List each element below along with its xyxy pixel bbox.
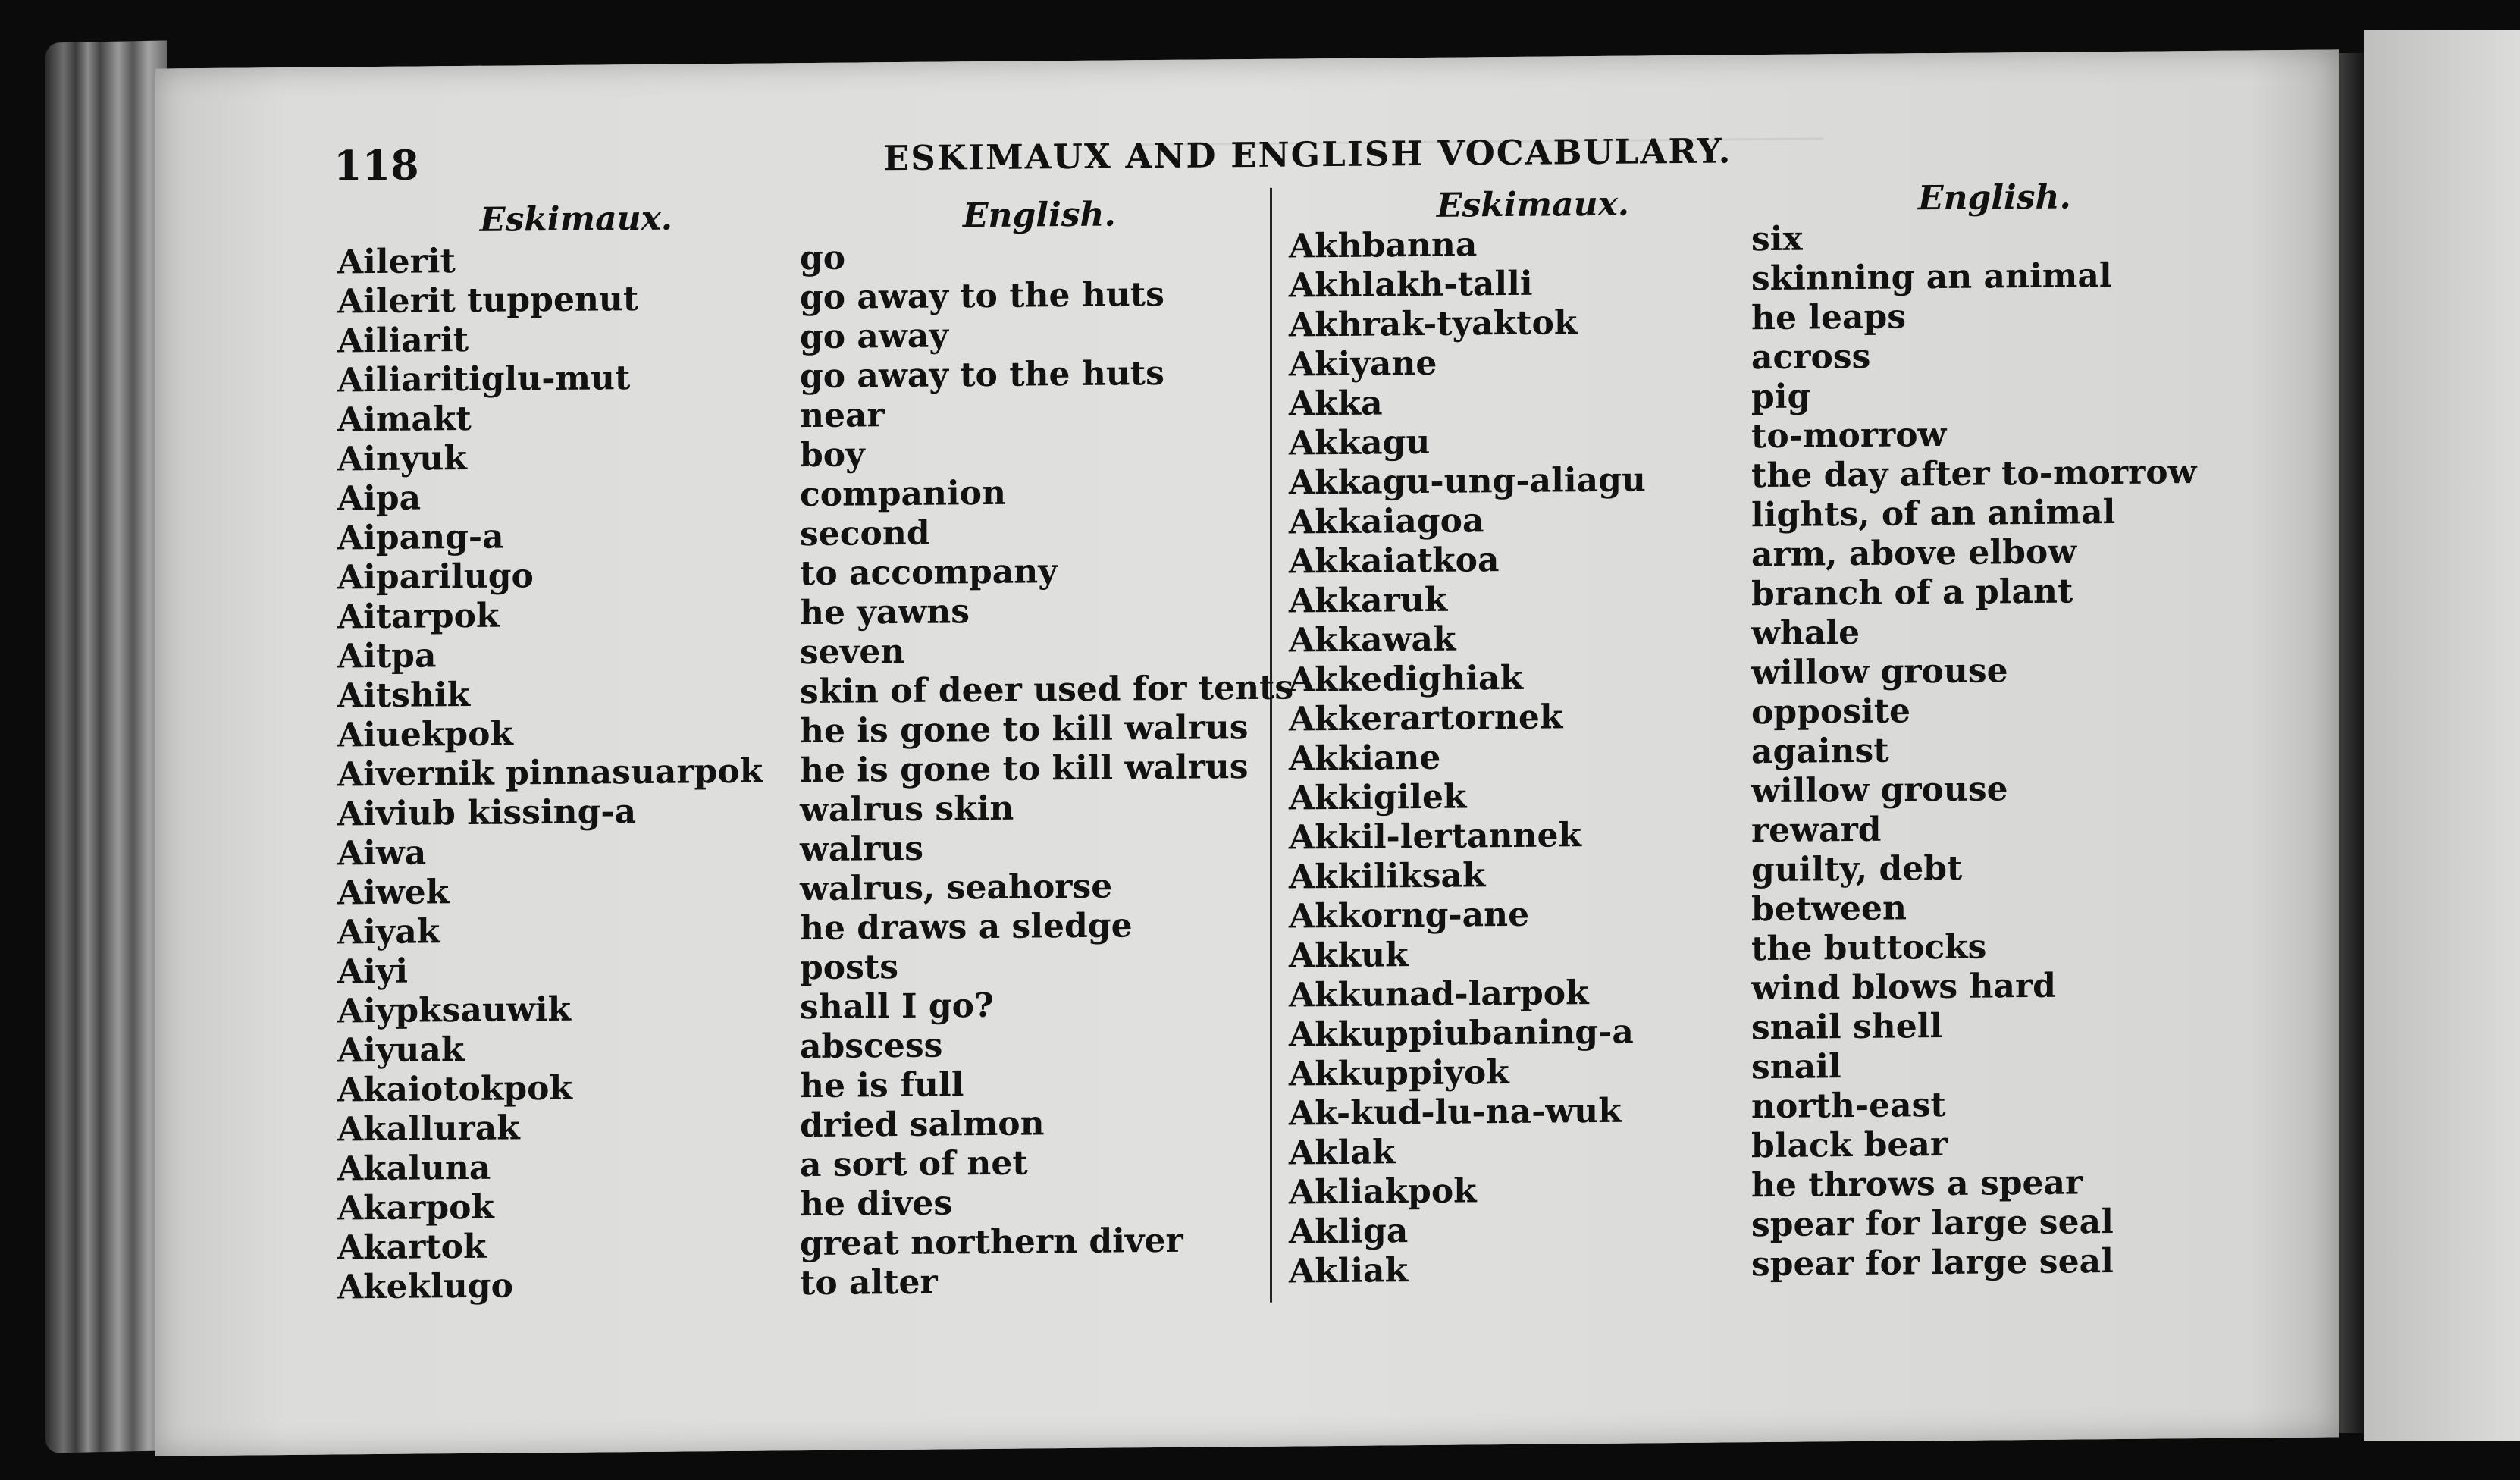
left-eskimaux-entry: Aivernik pinnasuarpok <box>337 751 763 795</box>
page-edges <box>45 40 167 1453</box>
right-eskimaux-entry: Akkuppiyok <box>1289 1052 1509 1094</box>
right-english-entry: snail shell <box>1751 1006 1943 1048</box>
right-english-entry: to-morrow <box>1751 415 1947 456</box>
right-eskimaux-entry: Aklak <box>1289 1133 1396 1173</box>
left-english-entry: a sort of net <box>800 1143 1028 1185</box>
left-eskimaux-entry: Akaiotokpok <box>337 1068 572 1110</box>
right-eskimaux-entry: Akka <box>1289 384 1383 424</box>
right-english-entry: willow grouse <box>1751 770 2008 811</box>
right-english-entry: north-east <box>1751 1085 1946 1127</box>
right-english-entry: whale <box>1751 613 1860 654</box>
page-number: 118 <box>334 140 419 190</box>
left-eskimaux-entry: Aiviub kissing-a <box>337 792 637 834</box>
right-english-entry: the buttocks <box>1751 927 1987 969</box>
left-eskimaux-entry: Aiparilugo <box>337 557 534 597</box>
right-english-entry: against <box>1751 731 1889 772</box>
left-eskimaux-entry: Aiyak <box>337 912 440 952</box>
left-english-entry: go away to the huts <box>800 353 1164 397</box>
left-eskimaux-entry: Akartok <box>337 1227 487 1268</box>
left-eskimaux-entry: Aitarpok <box>337 596 500 637</box>
left-english-entry: he is full <box>800 1065 964 1106</box>
right-eskimaux-entry: Akkawak <box>1289 619 1456 660</box>
right-eskimaux-entry: Akkagu <box>1289 422 1431 463</box>
left-english-entry: skin of deer used for tents <box>800 668 1294 712</box>
right-english-entry: arm, above elbow <box>1751 532 2077 575</box>
right-english-entry: he leaps <box>1751 297 1907 338</box>
left-english-entry: to alter <box>800 1262 938 1303</box>
right-eskimaux-entry: Akkigilek <box>1289 777 1467 818</box>
right-english-entry: pig <box>1751 377 1811 417</box>
right-eskimaux-entry: Akkuk <box>1289 936 1409 976</box>
right-english-column <box>1751 216 2196 1284</box>
left-english-header: English. <box>963 195 1116 236</box>
left-eskimaux-entry: Aiwa <box>337 833 427 873</box>
right-eskimaux-entry: Akkaiatkoa <box>1289 541 1500 582</box>
right-english-entry: willow grouse <box>1751 651 2008 693</box>
right-eskimaux-entry: Akhbanna <box>1289 225 1478 266</box>
left-english-entry: go away to the huts <box>800 274 1164 318</box>
right-english-entry: spear for large seal <box>1751 1242 2114 1284</box>
left-english-entry: walrus skin <box>800 789 1014 830</box>
left-english-entry: to accompany <box>800 552 1058 594</box>
vocabulary-page <box>155 49 2339 1456</box>
left-english-entry: boy <box>800 435 865 475</box>
left-eskimaux-entry: Akeklugo <box>337 1266 513 1307</box>
left-eskimaux-column <box>337 240 763 1308</box>
left-eskimaux-entry: Aimakt <box>337 399 472 440</box>
left-eskimaux-entry: Ailiaritiglu-mut <box>337 359 631 400</box>
right-english-entry: black bear <box>1751 1124 1948 1166</box>
left-english-entry: second <box>800 513 930 554</box>
right-eskimaux-entry: Akkorng-ane <box>1289 895 1530 936</box>
left-english-entry: go away <box>800 316 948 357</box>
left-english-entry: he is gone to kill walrus <box>800 747 1249 791</box>
running-title: ESKIMAUX AND ENGLISH VOCABULARY. <box>883 130 1732 179</box>
right-english-entry: spear for large seal <box>1751 1202 2114 1245</box>
left-english-entry: he dives <box>800 1184 953 1224</box>
left-eskimaux-entry: Akallurak <box>337 1108 520 1149</box>
right-english-entry: six <box>1751 219 1803 259</box>
left-english-entry: seven <box>800 632 905 673</box>
left-eskimaux-entry: Aitpa <box>337 636 437 676</box>
left-eskimaux-entry: Aiwek <box>337 873 450 913</box>
right-english-entry: branch of a plant <box>1751 572 2073 614</box>
right-eskimaux-entry: Akliak <box>1289 1251 1409 1291</box>
right-eskimaux-entry: Akiyane <box>1289 343 1437 384</box>
right-english-entry: between <box>1751 889 1907 930</box>
facing-page-edge <box>2364 30 2520 1441</box>
right-english-entry: the day after to-morrow <box>1751 453 2197 496</box>
left-english-entry: great northern diver <box>800 1221 1183 1264</box>
left-english-entry: dried salmon <box>800 1104 1045 1146</box>
left-eskimaux-entry: Akaluna <box>337 1148 491 1189</box>
left-eskimaux-entry: Aitshik <box>337 675 471 716</box>
right-eskimaux-entry: Akkerartornek <box>1289 698 1563 739</box>
right-english-entry: reward <box>1751 810 1882 851</box>
left-english-entry: posts <box>800 948 898 988</box>
left-eskimaux-entry: Ailerit tuppenut <box>337 280 639 321</box>
left-eskimaux-entry: Aiypksauwik <box>337 989 572 1031</box>
right-eskimaux-column <box>1289 224 1646 1291</box>
right-eskimaux-header: Eskimaux. <box>1437 184 1630 225</box>
left-eskimaux-entry: Akarpok <box>337 1187 494 1228</box>
right-eskimaux-entry: Akkedighiak <box>1289 658 1524 700</box>
right-eskimaux-entry: Akhrak-tyaktok <box>1289 303 1578 345</box>
right-english-header: English. <box>1918 177 2071 218</box>
left-english-column <box>800 234 1293 1303</box>
right-english-entry: wind blows hard <box>1751 966 2056 1008</box>
right-english-entry: opposite <box>1751 691 1911 732</box>
right-eskimaux-entry: Ak-kud-lu-na-wuk <box>1289 1091 1622 1134</box>
left-eskimaux-entry: Aipang-a <box>337 517 504 558</box>
right-english-entry: guilty, debt <box>1751 848 1963 890</box>
left-eskimaux-entry: Ailiarit <box>337 320 469 361</box>
left-eskimaux-entry: Aiyuak <box>337 1030 465 1071</box>
right-eskimaux-entry: Akkiane <box>1289 738 1441 779</box>
right-eskimaux-entry: Akliakpok <box>1289 1171 1477 1212</box>
left-eskimaux-entry: Ailerit <box>337 242 456 282</box>
left-english-entry: he draws a sledge <box>800 906 1133 949</box>
left-eskimaux-entry: Aiuekpok <box>337 714 513 755</box>
left-english-entry: go <box>800 238 846 278</box>
right-eskimaux-entry: Akkuppiubaning-a <box>1289 1012 1634 1055</box>
right-english-entry: lights, of an animal <box>1751 493 2116 535</box>
left-eskimaux-header: Eskimaux. <box>480 199 673 240</box>
left-english-entry: abscess <box>800 1026 943 1067</box>
left-english-entry: walrus, seahorse <box>800 867 1113 909</box>
right-english-entry: across <box>1751 337 1871 378</box>
right-eskimaux-entry: Akkaiagoa <box>1289 501 1484 542</box>
right-eskimaux-entry: Akhlakh-talli <box>1289 264 1533 306</box>
right-english-entry: he throws a spear <box>1751 1163 2083 1206</box>
left-eskimaux-entry: Ainyuk <box>337 438 467 479</box>
right-eskimaux-entry: Akkiliksak <box>1289 856 1486 897</box>
left-english-entry: near <box>800 396 885 436</box>
left-english-entry: walrus <box>800 829 924 870</box>
left-eskimaux-entry: Aiyi <box>337 952 409 992</box>
left-english-entry: he yawns <box>800 592 970 633</box>
right-english-entry: snail <box>1751 1047 1841 1087</box>
left-english-entry: companion <box>800 473 1007 515</box>
right-eskimaux-entry: Akkunad-larpok <box>1289 974 1589 1015</box>
right-eskimaux-entry: Akkaruk <box>1289 580 1448 621</box>
right-eskimaux-entry: Akkagu-ung-aliagu <box>1289 460 1646 503</box>
right-english-entry: skinning an animal <box>1751 256 2112 299</box>
left-english-entry: he is gone to kill walrus <box>800 707 1249 751</box>
right-eskimaux-entry: Akkil-lertannek <box>1289 816 1581 858</box>
left-english-entry: shall I go? <box>800 986 994 1027</box>
left-eskimaux-entry: Aipa <box>337 478 422 519</box>
right-eskimaux-entry: Akliga <box>1289 1212 1409 1252</box>
